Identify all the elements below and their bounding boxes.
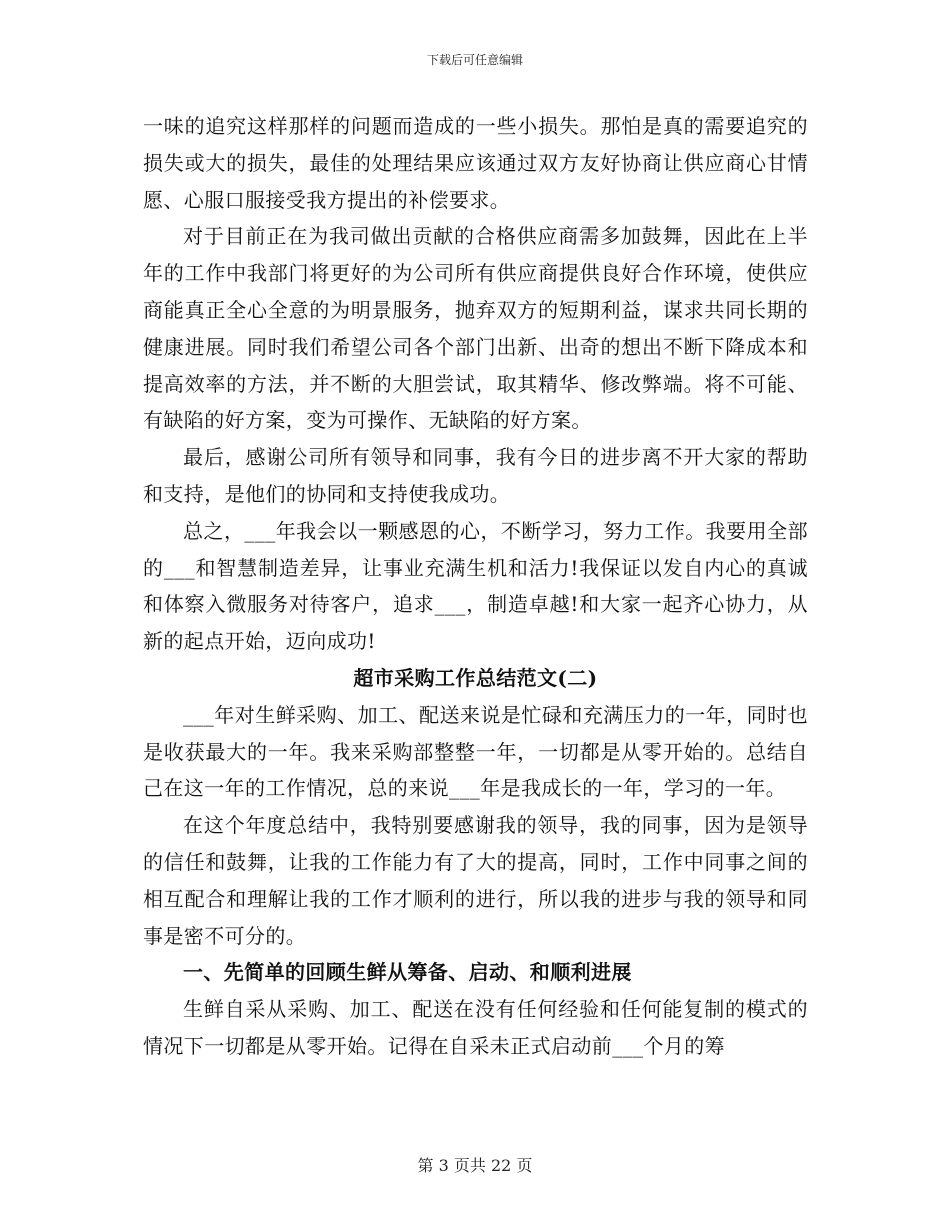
paragraph-supplier-encouragement: 对于目前正在为我司做出贡献的合格供应商需多加鼓舞，因此在上半年的工作中我部门将更好的为公司所有供应商提供良好合作环境，使供应商能真正全心全意的为明景服务，抛弃双方的短期利益，谋求共同长期的健康进展。同时我们希望公司各个部门出新、出奇的想出不断下降成本和提高效率的方法，并不断的大胆尝试，取其精华、修改弊端。将不可能、有缺陷的好方案，变为可操作、无缺陷的好方案。 (143, 224, 808, 433)
section-title: 超市采购工作总结范文(二) (353, 665, 598, 690)
paragraph-fresh-procurement: 生鲜自采从采购、加工、配送在没有任何经验和任何能复制的模式的情况下一切都是从零开始。记得在自采未正式启动前___个月的筹 (143, 997, 808, 1058)
paragraph-gratitude: 在这个年度总结中，我特别要感谢我的领导，我的同事，因为是领导的信任和鼓舞，让我的工作能力有了大的提高，同时，工作中同事之间的相互配合和理解让我的工作才顺利的进行，所以我的进步与我的领导和同事是密不可分的。 (143, 813, 808, 948)
paragraph-loss-handling: 一味的追究这样那样的问题而造成的一些小损失。那怕是真的需要追究的损失或大的损失，最佳的处理结果应该通过双方友好协商让供应商心甘情愿、心服口服接受我方提出的补偿要求。 (143, 114, 808, 212)
paragraph-year-overview: ___年对生鲜采购、加工、配送来说是忙碌和充满压力的一年，同时也是收获最大的一年。我来采购部整整一年，一切都是从零开始的。总结自己在这一年的工作情况，总的来说___年是我成长的一年，学习的一年。 (143, 702, 808, 801)
page-header: 下载后可任意编辑 (426, 53, 523, 67)
paragraph-conclusion: 总之，___年我会以一颗感恩的心，不断学习，努力工作。我要用全部的___和智慧制造差异，让事业充满生机和活力!我保证以发自内心的真诚和体察入微服务对待客户，追求___，制造卓越!和大家一起齐心协力，从新的起点开始，迈向成功! (143, 518, 808, 654)
document-body (143, 108, 808, 1065)
paragraph-thanks: 最后，感谢公司所有领导和同事，我有今日的进步离不开大家的帮助和支持，是他们的协同和支持使我成功。 (143, 445, 808, 506)
subheading-review: 一、先简单的回顾生鲜从筹备、启动、和顺利进展 (183, 960, 632, 985)
page-number-footer: 第 3 页共 22 页 (417, 1156, 533, 1175)
